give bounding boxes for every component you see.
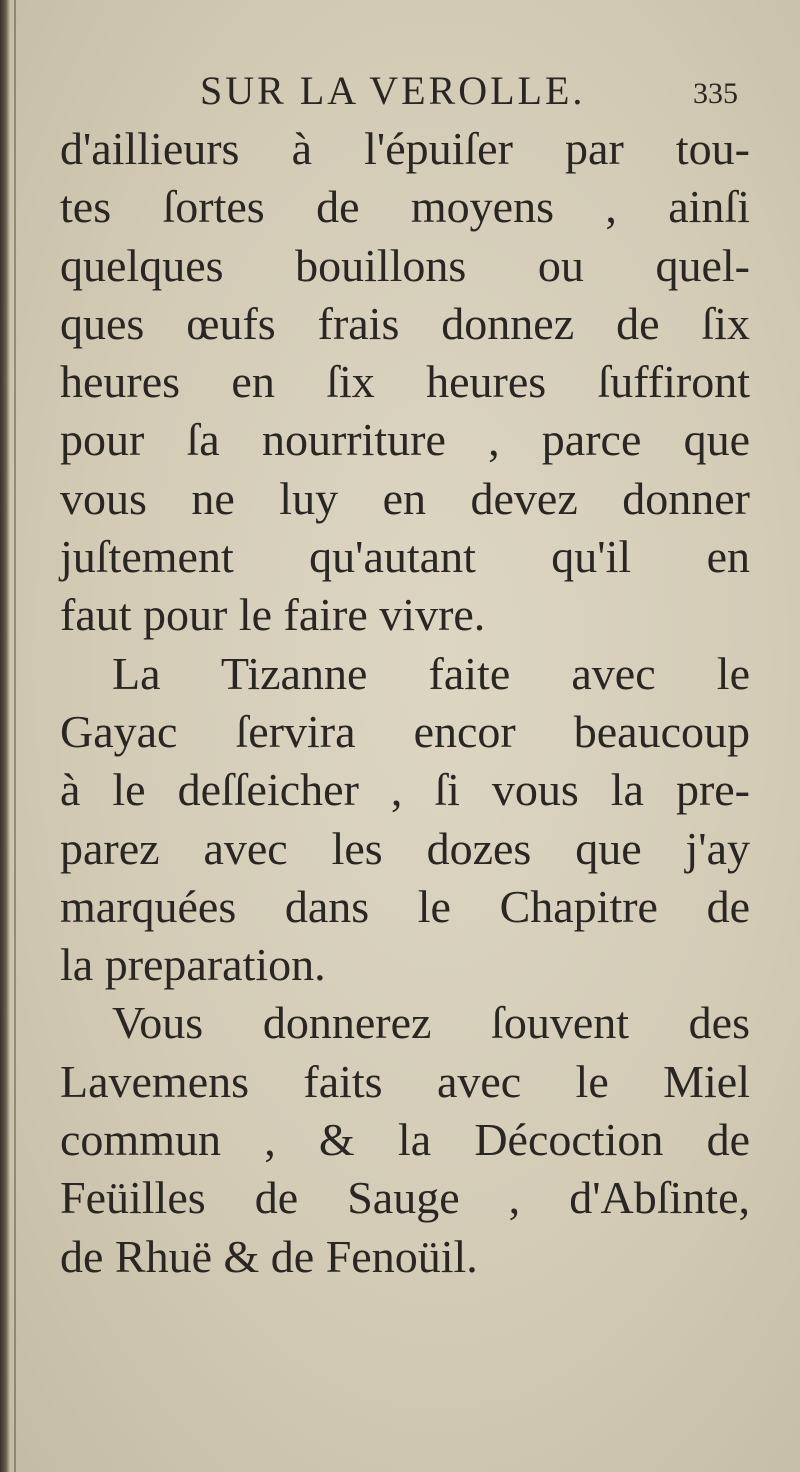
text-line: juſtement qu'autant qu'il en	[60, 531, 750, 583]
text-line: Feüilles de Sauge , d'Abſinte,	[60, 1172, 750, 1224]
paragraph-start-line: La Tizanne faite avec le	[112, 647, 750, 699]
text-line: marquées dans le Chapitre de	[60, 880, 750, 932]
paragraph-end-line: de Rhuë & de Fenoüil.	[60, 1230, 478, 1282]
text-line: d'aillieurs à l'épuiſer par tou-	[60, 123, 750, 174]
text-line: ques œufs frais donnez de ſix	[60, 297, 750, 349]
text-line: vous ne luy en devez donner	[60, 472, 750, 524]
text-line: heures en ſix heures ſuffiront	[60, 356, 750, 408]
paragraph-end-line: faut pour le faire vivre.	[60, 589, 486, 641]
text-line: pour ſa nourriture , parce que	[60, 414, 750, 466]
text-line: quelques bouillons ou quel-	[60, 239, 750, 291]
page-fold-line	[14, 0, 16, 1472]
text-line: commun , & la Décoction de	[60, 1114, 750, 1166]
text-line: parez avec les dozes que j'ay	[60, 822, 750, 874]
text-line: à le deſſeicher , ſi vous la pre-	[60, 764, 750, 816]
page-number: 335	[693, 77, 738, 110]
body-text	[60, 120, 750, 1286]
text-line: Lavemens faits avec le Miel	[60, 1055, 750, 1107]
text-line: Gayac ſervira encor beaucoup	[60, 705, 750, 757]
page-header	[0, 66, 800, 116]
paragraph-end-line: la preparation.	[60, 939, 326, 991]
paragraph-start-line: Vous donnerez ſouvent des	[112, 997, 750, 1049]
binding-edge	[0, 0, 10, 1472]
running-title: SUR LA VEROLLE.	[200, 68, 586, 113]
text-line: tes ſortes de moyens , ainſi	[60, 181, 750, 233]
